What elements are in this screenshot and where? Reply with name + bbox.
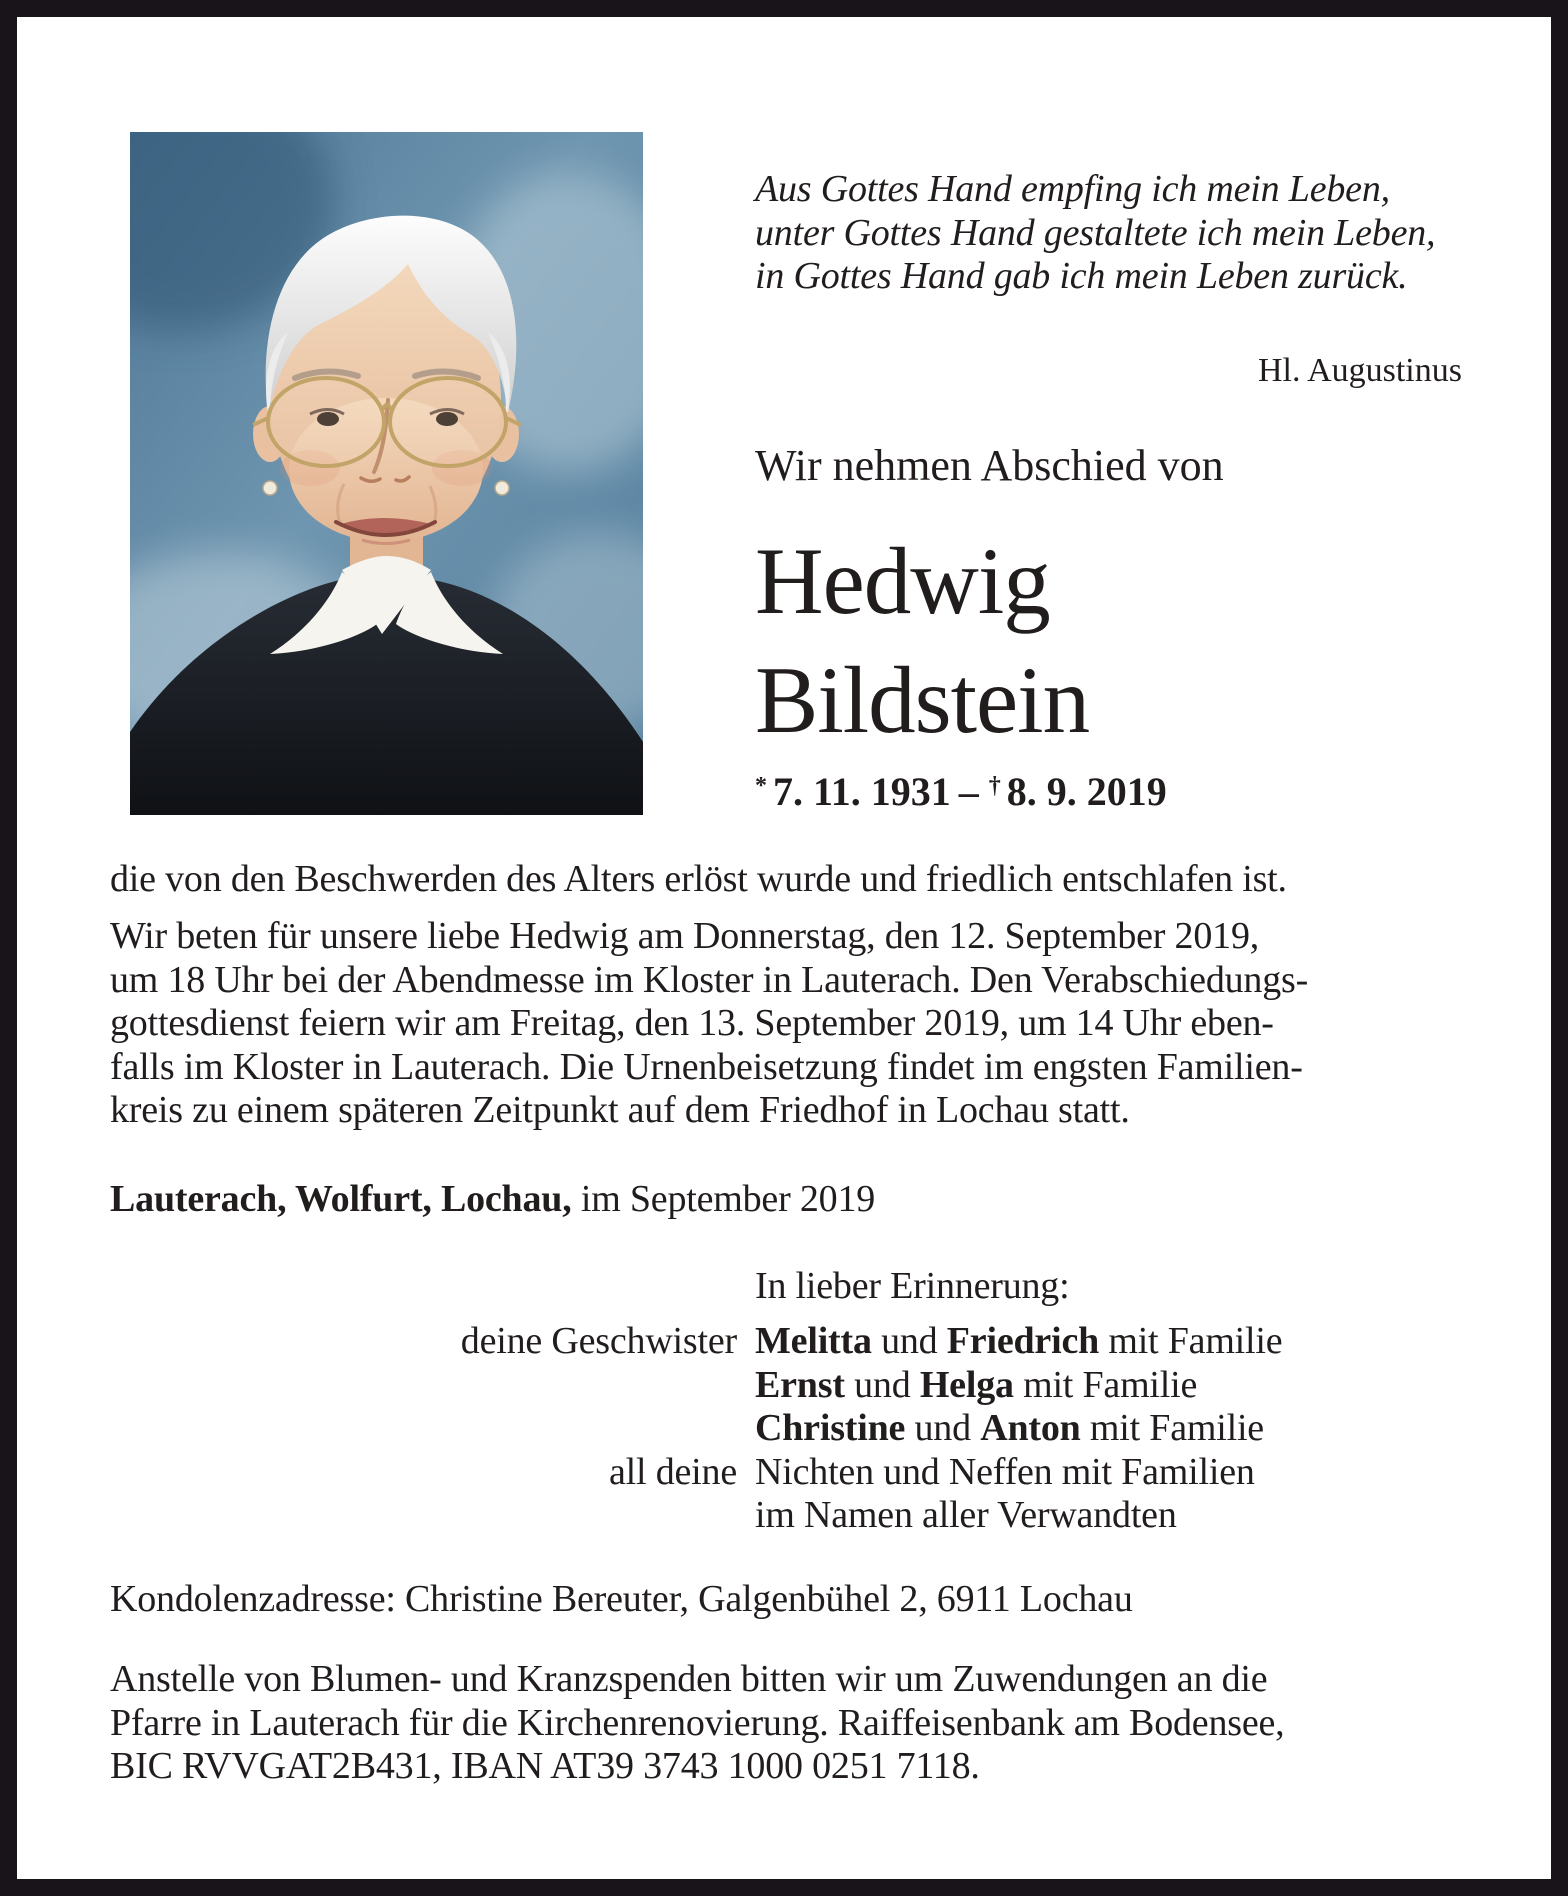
opening-quote: Aus Gottes Hand empfing ich mein Leben, unter Gottes Hand gestaltete ich mein Leben, in Gottes Hand gab ich mein Leben zurück.	[755, 168, 1436, 297]
paragraph-condolence: die von den Beschwerden des Alters erlöst wurde und friedlich entschlafen ist.	[110, 858, 1287, 900]
death-symbol: †	[988, 772, 1001, 799]
remembrance-heading: In lieber Erinnerung:	[755, 1265, 1070, 1307]
portrait-photo-illustration	[130, 132, 643, 815]
remembrance-list	[110, 1320, 1530, 1538]
remembrance-row-label	[110, 1407, 755, 1451]
remembrance-row-text: Melitta und Friedrich mit Familie	[755, 1320, 1283, 1362]
birth-date: 7. 11. 1931	[773, 769, 951, 814]
date-separator: –	[958, 769, 979, 814]
remembrance-row-label	[110, 1494, 755, 1538]
remembrance-row	[110, 1494, 1530, 1538]
remembrance-row-label	[110, 1364, 755, 1408]
remembrance-row-text: Nichten und Neffen mit Familien	[755, 1450, 1255, 1493]
remembrance-row	[110, 1364, 1530, 1408]
portrait-photo	[130, 132, 643, 815]
deceased-name: Hedwig Bildstein	[755, 528, 1090, 753]
life-dates	[755, 768, 1167, 815]
month-year: im September 2019	[571, 1178, 876, 1220]
remembrance-row	[110, 1407, 1530, 1451]
remembrance-row-label: deine Geschwister	[460, 1320, 737, 1362]
birth-symbol: *	[755, 772, 767, 799]
death-date: 8. 9. 2019	[1006, 769, 1167, 814]
remembrance-row-text: Ernst und Helga mit Familie	[755, 1363, 1198, 1406]
remembrance-row-text: Christine und Anton mit Familie	[755, 1407, 1264, 1449]
farewell-intro: Wir nehmen Abschied von	[755, 441, 1224, 490]
remembrance-row	[110, 1320, 1530, 1364]
paragraph-services: Wir beten für unsere liebe Hedwig am Donnerstag, den 12. September 2019, um 18 Uhr bei der Abendmesse im Kloster in Lauterach. Den Verabschiedungs- gottesdienst feiern wir am Freitag, den 13. September 2019, um 14 Uhr eben- falls im Kloster in Lauterach. Die Urnenbeisetzung findet im engsten Familien- kreis zu einem späteren Zeitpunkt auf dem Friedhof in Lochau statt.	[110, 915, 1309, 1131]
remembrance-row-label: all deine	[609, 1450, 737, 1493]
quote-attribution: Hl. Augustinus	[1257, 352, 1462, 389]
place-names: Lauterach, Wolfurt, Lochau,	[110, 1178, 572, 1220]
condolence-address: Kondolenzadresse: Christine Bereuter, Galgenbühel 2, 6911 Lochau	[110, 1578, 1133, 1620]
place-date-line	[110, 1178, 1530, 1222]
donation-note: Anstelle von Blumen- und Kranzspenden bitten wir um Zuwendungen an die Pfarre in Lauterach für die Kirchenrenovierung. Raiffeisenbank am Bodensee, BIC RVVGAT2B431, IBAN AT39 3743 1000 0251 7118.	[110, 1658, 1285, 1787]
remembrance-row-text: im Namen aller Verwandten	[755, 1494, 1177, 1536]
remembrance-row	[110, 1451, 1530, 1495]
